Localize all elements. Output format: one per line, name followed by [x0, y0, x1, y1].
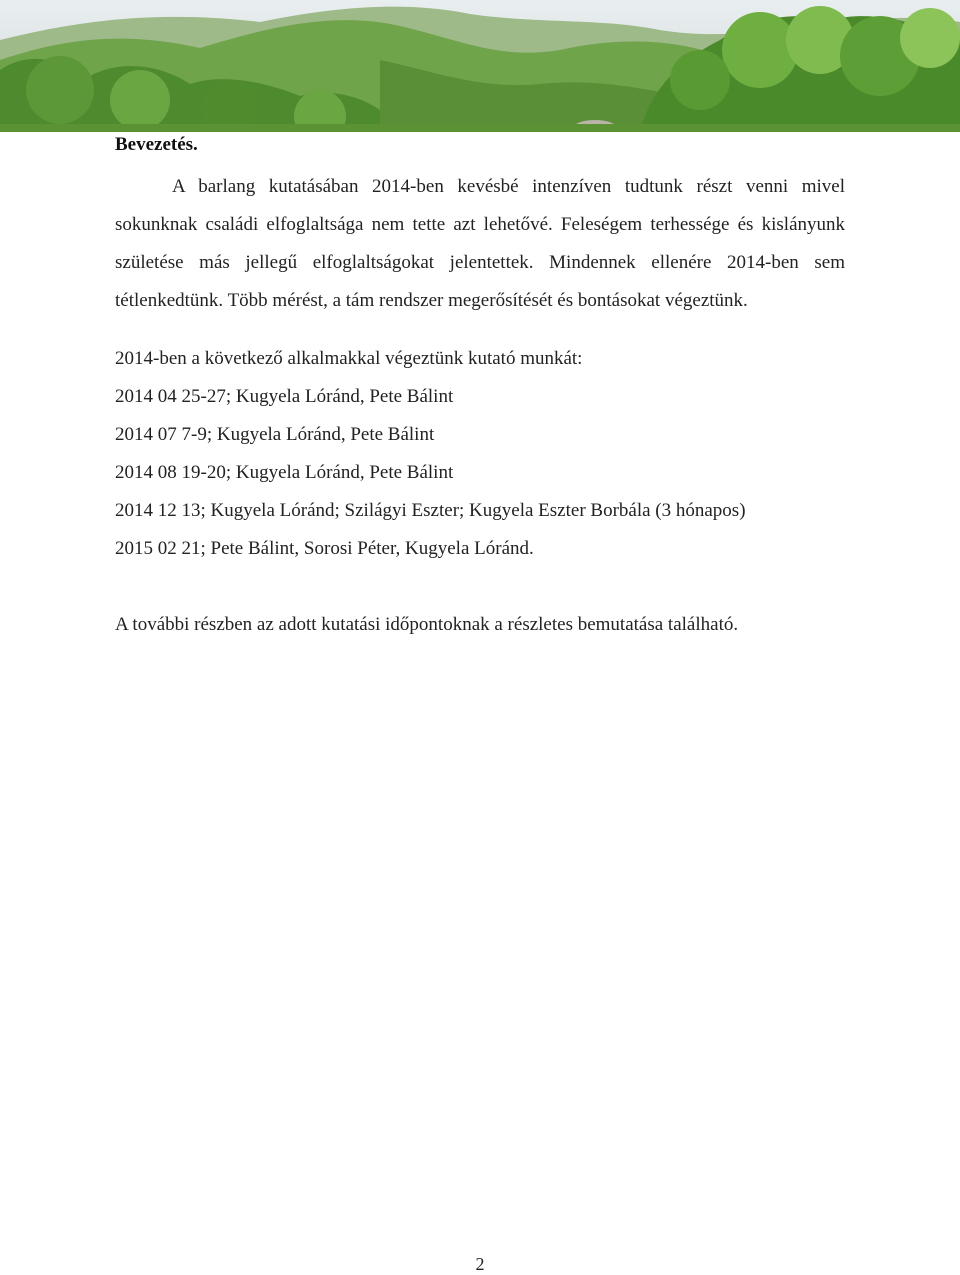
intro-paragraph: A barlang kutatásában 2014-ben kevésbé intenzíven tudtunk részt venni mivel sokunknak családi elfoglaltsága nem tette azt lehetővé. Feleségem terhessége és kislányunk születése más jellegű elfoglaltságokat jelentettek. Mindennek ellenére 2014-ben sem tétlenkedtünk. Több mérést, a tám rendszer megerősítését és bontásokat végeztünk.: [115, 176, 845, 311]
research-entry: 2014 07 7-9; Kugyela Lóránd, Pete Bálint: [115, 424, 435, 445]
closing-paragraph: A további részben az adott kutatási időpontoknak a részletes bemutatása található.: [115, 614, 739, 635]
research-list-title: 2014-ben a következő alkalmakkal végeztünk kutató munkát:: [115, 348, 583, 369]
research-entry: 2014 04 25-27; Kugyela Lóránd, Pete Bálint: [115, 386, 454, 407]
research-dates-list: [115, 340, 845, 568]
section-heading: Bevezetés.: [115, 134, 198, 155]
forest-landscape-photo: [0, 0, 960, 132]
page-number: 2: [475, 1254, 485, 1274]
research-entry: 2014 08 19-20; Kugyela Lóránd, Pete Bálint: [115, 462, 454, 483]
document-body: [115, 132, 845, 644]
research-entry: 2014 12 13; Kugyela Lóránd; Szilágyi Eszter; Kugyela Eszter Borbála (3 hónapos): [115, 500, 746, 521]
research-entry: 2015 02 21; Pete Bálint, Sorosi Péter, Kugyela Lóránd.: [115, 538, 534, 559]
landscape-banner: [0, 0, 960, 132]
